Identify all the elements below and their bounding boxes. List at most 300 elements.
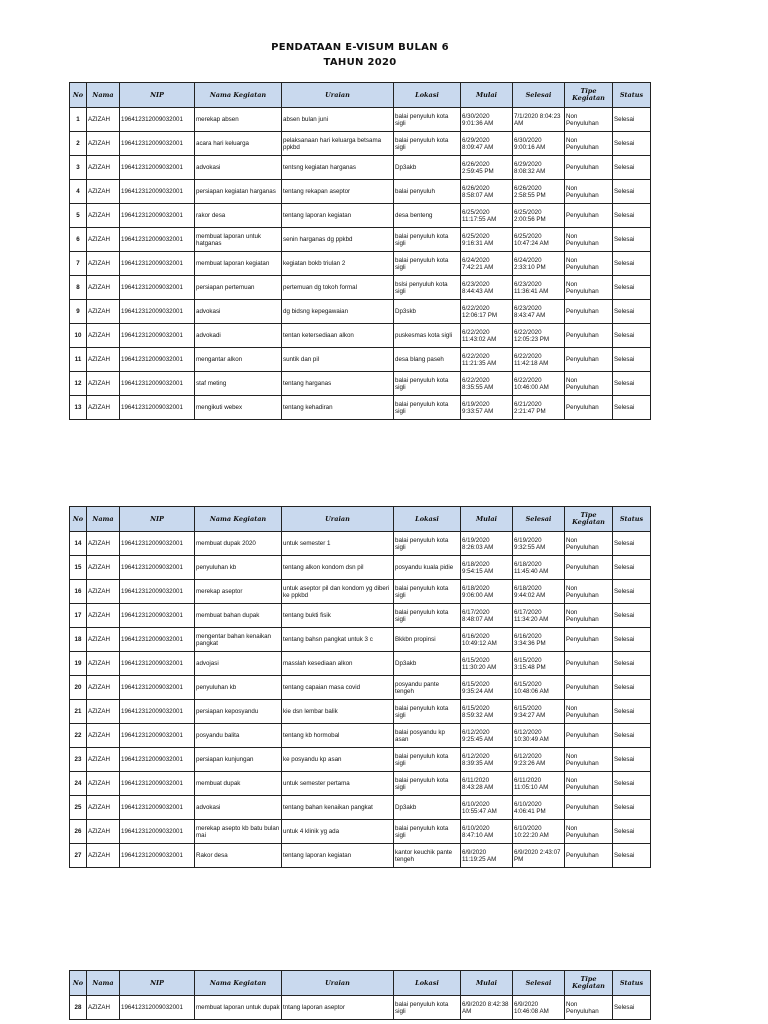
cell-nama-kegiatan: merekap asepto kb batu bulan mai [195,820,282,844]
cell-tipe-kegiatan: Non Penyuluhan [565,580,613,604]
column-header-uraian: Uraian [282,507,394,532]
cell-selesai: 6/11/2020 11:05:10 AM [513,772,565,796]
cell-tipe-kegiatan: Non Penyuluhan [565,700,613,724]
cell-nama-kegiatan: membuat laporan untuk dupak [195,996,282,1020]
cell-uraian: tentang bahan kenaikan pangkat [282,796,394,820]
cell-selesai: 6/22/2020 11:42:18 AM [513,348,565,372]
cell-status: Selesai [613,604,651,628]
cell-mulai: 6/19/2020 8:26:03 AM [461,532,513,556]
cell-no: 17 [70,604,87,628]
cell-uraian: tntang laporan aseptor [282,996,394,1020]
cell-lokasi: balai penyuluh kota sigli [394,396,461,420]
table-row [70,556,651,580]
cell-tipe-kegiatan: Non Penyuluhan [565,772,613,796]
activity-table-2 [69,506,651,868]
cell-uraian: untuk aseptor pil dan kondom yg diberi ke ppkbd [282,580,394,604]
table-row [70,580,651,604]
cell-lokasi: Dp3akb [394,796,461,820]
cell-status: Selesai [613,180,651,204]
cell-status: Selesai [613,132,651,156]
column-header-tipe-kegiatan: Tipe Kegiatan [565,971,613,996]
cell-no: 8 [70,276,87,300]
cell-status: Selesai [613,252,651,276]
cell-nip: 196412312009032001 [120,180,195,204]
cell-mulai: 6/10/2020 8:47:10 AM [461,820,513,844]
cell-mulai: 6/15/2020 8:59:32 AM [461,700,513,724]
column-header-selesai: Selesai [513,507,565,532]
table-header-row [70,507,651,532]
cell-nama-kegiatan: merekap absen [195,108,282,132]
cell-nip: 196412312009032001 [120,204,195,228]
cell-nama-kegiatan: membuat bahan dupak [195,604,282,628]
cell-mulai: 6/10/2020 10:55:47 AM [461,796,513,820]
cell-lokasi: balai penyuluh kota sigli [394,132,461,156]
cell-lokasi: Bkkbn propinsi [394,628,461,652]
column-header-status: Status [613,507,651,532]
cell-status: Selesai [613,724,651,748]
cell-nip: 196412312009032001 [120,532,195,556]
cell-uraian: tentang laporan kegiatan [282,844,394,868]
cell-lokasi: posyandu pante tengeh [394,676,461,700]
cell-mulai: 6/12/2020 9:25:45 AM [461,724,513,748]
cell-lokasi: balai posyandu kp asan [394,724,461,748]
cell-lokasi: kantor keuchik pante tengeh [394,844,461,868]
cell-nip: 196412312009032001 [120,652,195,676]
cell-no: 10 [70,324,87,348]
cell-nip: 196412312009032001 [120,372,195,396]
cell-no: 20 [70,676,87,700]
column-header-nama-kegiatan: Nama Kegiatan [195,83,282,108]
cell-nama: AZIZAH [87,300,120,324]
table-row [70,652,651,676]
cell-lokasi: balai penyuluh kota sigli [394,748,461,772]
cell-lokasi: balai penyuluh kota sigli [394,700,461,724]
column-header-uraian: Uraian [282,971,394,996]
cell-nama: AZIZAH [87,532,120,556]
activity-table-1 [69,82,651,420]
cell-nama: AZIZAH [87,772,120,796]
cell-nama: AZIZAH [87,324,120,348]
table-row [70,108,651,132]
cell-no: 14 [70,532,87,556]
cell-selesai: 6/25/2020 2:00:56 PM [513,204,565,228]
table-row [70,996,651,1020]
column-header-nip: NIP [120,971,195,996]
cell-nip: 196412312009032001 [120,700,195,724]
cell-nama-kegiatan: Rakor desa [195,844,282,868]
cell-lokasi: posyandu kuala pidie [394,556,461,580]
cell-no: 19 [70,652,87,676]
cell-status: Selesai [613,372,651,396]
cell-lokasi: puskesmas kota sigli [394,324,461,348]
cell-lokasi: Dp3akb [394,652,461,676]
cell-no: 15 [70,556,87,580]
cell-no: 4 [70,180,87,204]
cell-mulai: 6/24/2020 7:42:21 AM [461,252,513,276]
cell-mulai: 6/19/2020 9:33:57 AM [461,396,513,420]
cell-tipe-kegiatan: Non Penyuluhan [565,108,613,132]
cell-no: 3 [70,156,87,180]
cell-uraian: tentang alkon kondom dsn pil [282,556,394,580]
cell-mulai: 6/22/2020 12:06:17 PM [461,300,513,324]
cell-no: 25 [70,796,87,820]
cell-nip: 196412312009032001 [120,844,195,868]
cell-lokasi: balai penyuluh kota sigli [394,820,461,844]
cell-nama-kegiatan: persiapan pertemuan [195,276,282,300]
cell-nama-kegiatan: membuat laporan kegiatan [195,252,282,276]
cell-tipe-kegiatan: Non Penyuluhan [565,372,613,396]
cell-nama: AZIZAH [87,820,120,844]
cell-nama-kegiatan: rakor desa [195,204,282,228]
cell-selesai: 6/9/2020 2:43:07 PM [513,844,565,868]
cell-uraian: suntik dan pil [282,348,394,372]
cell-status: Selesai [613,324,651,348]
cell-nama-kegiatan: mengentar bahan kenaikan pangkat [195,628,282,652]
cell-nip: 196412312009032001 [120,820,195,844]
cell-no: 12 [70,372,87,396]
cell-mulai: 6/15/2020 11:30:20 AM [461,652,513,676]
cell-tipe-kegiatan: Penyuluhan [565,324,613,348]
cell-tipe-kegiatan: Non Penyuluhan [565,820,613,844]
column-header-nip: NIP [120,507,195,532]
column-header-status: Status [613,83,651,108]
cell-status: Selesai [613,348,651,372]
cell-selesai: 6/9/2020 10:46:08 AM [513,996,565,1020]
cell-tipe-kegiatan: Penyuluhan [565,156,613,180]
cell-nama: AZIZAH [87,700,120,724]
cell-nama-kegiatan: mengikuti webex [195,396,282,420]
cell-mulai: 6/15/2020 9:35:24 AM [461,676,513,700]
cell-selesai: 6/22/2020 10:46:00 AM [513,372,565,396]
cell-mulai: 6/29/2020 8:09:47 AM [461,132,513,156]
cell-nama-kegiatan: penyuluhan kb [195,676,282,700]
cell-nama-kegiatan: persiapan kegiatan harganas [195,180,282,204]
cell-uraian: tentsng kegiatan harganas [282,156,394,180]
table-header-row [70,83,651,108]
cell-selesai: 6/26/2020 2:58:55 PM [513,180,565,204]
column-header-uraian: Uraian [282,83,394,108]
cell-lokasi: desa benteng [394,204,461,228]
cell-mulai: 6/18/2020 9:54:15 AM [461,556,513,580]
cell-tipe-kegiatan: Penyuluhan [565,348,613,372]
cell-nama-kegiatan: penyuluhan kb [195,556,282,580]
cell-mulai: 6/12/2020 8:39:35 AM [461,748,513,772]
cell-tipe-kegiatan: Penyuluhan [565,676,613,700]
column-header-tipe-kegiatan: Tipe Kegiatan [565,507,613,532]
cell-uraian: masslah kesediaan alkon [282,652,394,676]
table-row [70,372,651,396]
cell-lokasi: balai penyuluh kota sigli [394,580,461,604]
cell-status: Selesai [613,820,651,844]
cell-status: Selesai [613,532,651,556]
table-row [70,628,651,652]
cell-tipe-kegiatan: Non Penyuluhan [565,132,613,156]
cell-nama: AZIZAH [87,580,120,604]
cell-selesai: 6/21/2020 2:21:47 PM [513,396,565,420]
cell-no: 27 [70,844,87,868]
table-row [70,604,651,628]
column-header-no: No [70,971,87,996]
column-header-mulai: Mulai [461,83,513,108]
cell-mulai: 6/9/2020 11:19:25 AM [461,844,513,868]
cell-status: Selesai [613,156,651,180]
cell-nip: 196412312009032001 [120,580,195,604]
cell-tipe-kegiatan: Penyuluhan [565,556,613,580]
table-row [70,132,651,156]
cell-nip: 196412312009032001 [120,132,195,156]
cell-no: 23 [70,748,87,772]
table-row [70,772,651,796]
cell-selesai: 6/12/2020 10:30:49 AM [513,724,565,748]
cell-nama: AZIZAH [87,348,120,372]
cell-uraian: tentang kehadiran [282,396,394,420]
cell-mulai: 6/26/2020 2:59:45 PM [461,156,513,180]
cell-no: 6 [70,228,87,252]
cell-selesai: 6/10/2020 4:06:41 PM [513,796,565,820]
cell-uraian: pertemuan dg tokoh formal [282,276,394,300]
cell-selesai: 6/15/2020 10:48:06 AM [513,676,565,700]
cell-status: Selesai [613,652,651,676]
cell-mulai: 6/18/2020 9:06:00 AM [461,580,513,604]
cell-nip: 196412312009032001 [120,156,195,180]
cell-nama-kegiatan: membuat dupak [195,772,282,796]
cell-nip: 196412312009032001 [120,724,195,748]
cell-lokasi: balai penyuluh kota sigli [394,228,461,252]
cell-status: Selesai [613,204,651,228]
table-row [70,156,651,180]
table-row [70,820,651,844]
cell-lokasi: balai penyuluh kota sigli [394,772,461,796]
cell-uraian: kegiatan bokb triulan 2 [282,252,394,276]
table-row [70,300,651,324]
cell-nama-kegiatan: advojasi [195,652,282,676]
cell-status: Selesai [613,772,651,796]
cell-selesai: 6/23/2020 8:43:47 AM [513,300,565,324]
cell-mulai: 6/22/2020 8:35:55 AM [461,372,513,396]
cell-uraian: tentang kb hormobal [282,724,394,748]
cell-tipe-kegiatan: Non Penyuluhan [565,604,613,628]
column-header-selesai: Selesai [513,971,565,996]
cell-status: Selesai [613,700,651,724]
cell-nama-kegiatan: advokasi [195,156,282,180]
cell-selesai: 6/18/2020 9:44:02 AM [513,580,565,604]
cell-lokasi: desa blang paseh [394,348,461,372]
cell-nama: AZIZAH [87,252,120,276]
cell-uraian: untuk semester pertama [282,772,394,796]
cell-uraian: tentang capaian masa covid [282,676,394,700]
cell-mulai: 6/22/2020 11:21:35 AM [461,348,513,372]
cell-uraian: tentan ketersediaan alkon [282,324,394,348]
table-row [70,180,651,204]
table-row [70,724,651,748]
cell-no: 7 [70,252,87,276]
table-row [70,700,651,724]
cell-nama-kegiatan: persiapan keposyandu [195,700,282,724]
cell-no: 11 [70,348,87,372]
cell-selesai: 6/10/2020 10:22:20 AM [513,820,565,844]
cell-nama: AZIZAH [87,276,120,300]
cell-nama: AZIZAH [87,108,120,132]
cell-mulai: 6/23/2020 8:44:43 AM [461,276,513,300]
cell-nama: AZIZAH [87,676,120,700]
cell-status: Selesai [613,108,651,132]
cell-uraian: senin harganas dg ppkbd [282,228,394,252]
cell-nama: AZIZAH [87,396,120,420]
cell-lokasi: balai penyuluh [394,180,461,204]
cell-nama: AZIZAH [87,372,120,396]
cell-nama: AZIZAH [87,180,120,204]
cell-tipe-kegiatan: Non Penyuluhan [565,748,613,772]
column-header-lokasi: Lokasi [394,83,461,108]
cell-selesai: 6/18/2020 11:45:40 AM [513,556,565,580]
cell-nama-kegiatan: membuat laporan untuk hatganas [195,228,282,252]
cell-uraian: tentang rekapan aseptor [282,180,394,204]
cell-tipe-kegiatan: Penyuluhan [565,628,613,652]
cell-no: 5 [70,204,87,228]
table-row [70,396,651,420]
cell-mulai: 6/11/2020 8:43:28 AM [461,772,513,796]
cell-nama: AZIZAH [87,748,120,772]
cell-nip: 196412312009032001 [120,556,195,580]
cell-nama: AZIZAH [87,844,120,868]
table-row [70,748,651,772]
cell-tipe-kegiatan: Non Penyuluhan [565,996,613,1020]
table-row [70,276,651,300]
cell-nip: 196412312009032001 [120,252,195,276]
cell-status: Selesai [613,556,651,580]
cell-status: Selesai [613,300,651,324]
cell-nama: AZIZAH [87,156,120,180]
cell-selesai: 6/15/2020 9:34:27 AM [513,700,565,724]
cell-selesai: 6/16/2020 3:34:36 PM [513,628,565,652]
column-header-mulai: Mulai [461,971,513,996]
cell-nip: 196412312009032001 [120,628,195,652]
column-header-nip: NIP [120,83,195,108]
cell-tipe-kegiatan: Penyuluhan [565,652,613,676]
cell-mulai: 6/16/2020 10:49:12 AM [461,628,513,652]
cell-nama: AZIZAH [87,204,120,228]
cell-uraian: untuk 4 klinik yg ada [282,820,394,844]
cell-selesai: 6/19/2020 9:32:55 AM [513,532,565,556]
column-header-nama-kegiatan: Nama Kegiatan [195,971,282,996]
cell-selesai: 6/29/2020 8:08:32 AM [513,156,565,180]
cell-nip: 196412312009032001 [120,676,195,700]
cell-status: Selesai [613,796,651,820]
cell-no: 21 [70,700,87,724]
cell-no: 24 [70,772,87,796]
cell-uraian: untuk semester 1 [282,532,394,556]
column-header-lokasi: Lokasi [394,971,461,996]
cell-selesai: 6/22/2020 12:05:23 PM [513,324,565,348]
table-row [70,228,651,252]
cell-mulai: 6/22/2020 11:43:02 AM [461,324,513,348]
cell-tipe-kegiatan: Penyuluhan [565,204,613,228]
cell-tipe-kegiatan: Non Penyuluhan [565,180,613,204]
cell-selesai: 6/15/2020 3:15:48 PM [513,652,565,676]
cell-lokasi: balai penyuluh kota sigli [394,252,461,276]
table-row [70,324,651,348]
cell-uraian: tentang bukti fisik [282,604,394,628]
cell-selesai: 6/17/2020 11:34:20 AM [513,604,565,628]
cell-uraian: tentang laporan kegiatan [282,204,394,228]
cell-nama-kegiatan: advokasi [195,796,282,820]
cell-nama: AZIZAH [87,628,120,652]
cell-nip: 196412312009032001 [120,324,195,348]
column-header-tipe-kegiatan: Tipe Kegiatan [565,83,613,108]
cell-uraian: tentang harganas [282,372,394,396]
cell-tipe-kegiatan: Penyuluhan [565,396,613,420]
cell-selesai: 6/25/2020 10:47:24 AM [513,228,565,252]
cell-no: 22 [70,724,87,748]
cell-nip: 196412312009032001 [120,396,195,420]
table-row [70,844,651,868]
cell-status: Selesai [613,228,651,252]
column-header-lokasi: Lokasi [394,507,461,532]
cell-nama-kegiatan: membuat dupak 2020 [195,532,282,556]
cell-nama-kegiatan: advokadi [195,324,282,348]
cell-lokasi: balai penyuluh kota sigli [394,372,461,396]
column-header-nama: Nama [87,971,120,996]
cell-tipe-kegiatan: Penyuluhan [565,300,613,324]
cell-status: Selesai [613,748,651,772]
cell-nip: 196412312009032001 [120,996,195,1020]
cell-status: Selesai [613,844,651,868]
cell-status: Selesai [613,580,651,604]
cell-no: 16 [70,580,87,604]
cell-status: Selesai [613,396,651,420]
cell-no: 28 [70,996,87,1020]
cell-nama: AZIZAH [87,132,120,156]
cell-nama: AZIZAH [87,604,120,628]
cell-nip: 196412312009032001 [120,772,195,796]
table-row [70,204,651,228]
cell-nama: AZIZAH [87,556,120,580]
column-header-nama-kegiatan: Nama Kegiatan [195,507,282,532]
document-subtitle: TAHUN 2020 [323,57,397,68]
cell-nip: 196412312009032001 [120,604,195,628]
column-header-no: No [70,507,87,532]
cell-mulai: 6/17/2020 8:48:07 AM [461,604,513,628]
cell-nip: 196412312009032001 [120,276,195,300]
cell-lokasi: Dp3akb [394,156,461,180]
cell-selesai: 6/24/2020 2:33:10 PM [513,252,565,276]
cell-nip: 196412312009032001 [120,300,195,324]
cell-selesai: 6/30/2020 9:00:16 AM [513,132,565,156]
cell-nama: AZIZAH [87,996,120,1020]
cell-nama-kegiatan: posyandu balita [195,724,282,748]
cell-lokasi: balai penyuluh kota sigli [394,532,461,556]
cell-status: Selesai [613,996,651,1020]
cell-nama-kegiatan: merekap aseptor [195,580,282,604]
cell-nip: 196412312009032001 [120,348,195,372]
activity-table-3 [69,970,651,1020]
cell-lokasi: Dp3skb [394,300,461,324]
cell-tipe-kegiatan: Non Penyuluhan [565,252,613,276]
cell-tipe-kegiatan: Non Penyuluhan [565,532,613,556]
cell-no: 2 [70,132,87,156]
column-header-no: No [70,83,87,108]
cell-nip: 196412312009032001 [120,228,195,252]
cell-uraian: pelaksanaan hari keluarga betsama ppkbd [282,132,394,156]
cell-uraian: ke posyandu kp asan [282,748,394,772]
cell-tipe-kegiatan: Penyuluhan [565,796,613,820]
cell-nama-kegiatan: acara hari keluarga [195,132,282,156]
cell-selesai: 6/12/2020 9:23:26 AM [513,748,565,772]
column-header-nama: Nama [87,83,120,108]
cell-nip: 196412312009032001 [120,748,195,772]
table-row [70,348,651,372]
document-title: PENDATAAN E-VISUM BULAN 6 [271,42,449,53]
